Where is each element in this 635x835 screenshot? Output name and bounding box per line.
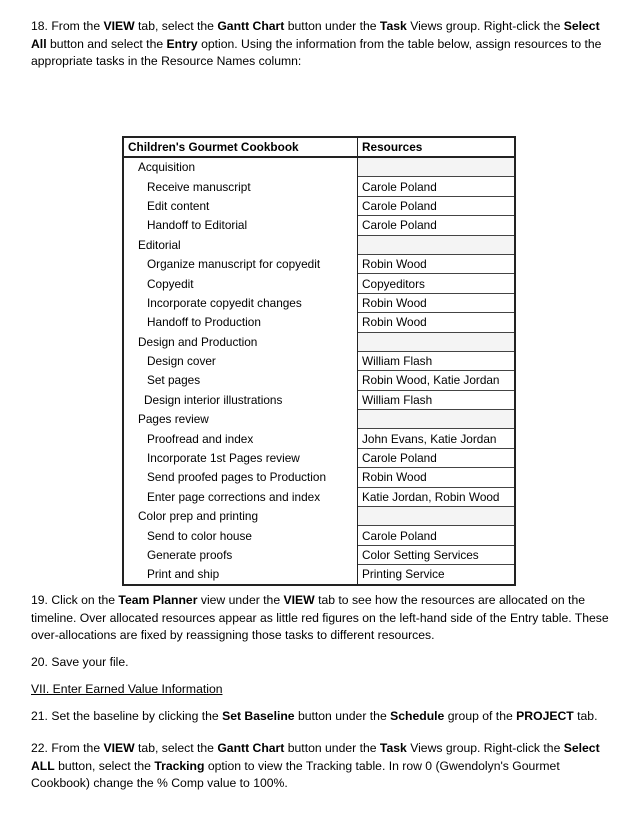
resource-cell [358, 507, 516, 526]
resource-cell: Printing Service [358, 565, 516, 585]
phase-row [123, 410, 515, 429]
task-row [123, 371, 515, 390]
resource-cell: Carole Poland [358, 448, 516, 467]
resource-cell: Robin Wood [358, 468, 516, 487]
task-name: Send proofed pages to Production [123, 468, 358, 487]
resource-cell: Robin Wood [358, 254, 516, 273]
phase-name: Color prep and printing [123, 507, 358, 526]
task-name: Receive manuscript [123, 177, 358, 196]
task-row [123, 487, 515, 506]
phase-row [123, 235, 515, 254]
step-19-instruction: 19. Click on the Team Planner view under the VIEW tab to see how the resources are allocated on the timeline. Over allocated resources appear as little red figures on the left-hand side of the Entry table. These over-allocations are fixed by reassigning those tasks to different resources. [31, 593, 609, 642]
phase-name: Design and Production [123, 332, 358, 351]
resource-cell: William Flash [358, 390, 516, 409]
phase-row [123, 157, 515, 177]
resource-cell: Robin Wood, Katie Jordan [358, 371, 516, 390]
resource-cell: Robin Wood [358, 293, 516, 312]
task-name: Handoff to Production [123, 313, 358, 332]
task-name: Enter page corrections and index [123, 487, 358, 506]
resource-assignment-table [122, 136, 516, 586]
resource-cell: Carole Poland [358, 196, 516, 215]
resource-cell [358, 157, 516, 177]
task-row [123, 196, 515, 215]
step-21-instruction: 21. Set the baseline by clicking the Set Baseline button under the Schedule group of the PROJECT tab. [31, 709, 598, 723]
task-row [123, 177, 515, 196]
resource-cell: Color Setting Services [358, 545, 516, 564]
task-name: Organize manuscript for copyedit [123, 254, 358, 273]
task-row [123, 390, 515, 409]
task-name: Print and ship [123, 565, 358, 585]
task-row [123, 313, 515, 332]
task-row [123, 216, 515, 235]
task-row [123, 429, 515, 448]
phase-row [123, 332, 515, 351]
header-task: Children's Gourmet Cookbook [123, 137, 358, 157]
task-row [123, 351, 515, 370]
resource-cell: William Flash [358, 351, 516, 370]
phase-name: Editorial [123, 235, 358, 254]
task-row [123, 274, 515, 293]
task-name: Set pages [123, 371, 358, 390]
task-name: Design cover [123, 351, 358, 370]
resource-cell [358, 332, 516, 351]
phase-row [123, 507, 515, 526]
resource-cell: Katie Jordan, Robin Wood [358, 487, 516, 506]
resource-cell [358, 410, 516, 429]
task-row [123, 468, 515, 487]
task-name: Proofread and index [123, 429, 358, 448]
step-22-instruction: 22. From the VIEW tab, select the Gantt Chart button under the Task Views group. Right-click the Select ALL button, select the Tracking option to view the Tracking table. In row 0 (Gwendolyn's Gourmet Cookbook) change the % Comp value to 100%. [31, 741, 600, 790]
section-heading: VII. Enter Earned Value Information [31, 682, 223, 696]
phase-name: Acquisition [123, 157, 358, 177]
table-header-row [123, 137, 515, 157]
resource-cell: Copyeditors [358, 274, 516, 293]
task-row [123, 448, 515, 467]
task-name: Generate proofs [123, 545, 358, 564]
task-name: Edit content [123, 196, 358, 215]
header-resources: Resources [358, 137, 516, 157]
step-18-instruction: 18. From the VIEW tab, select the Gantt Chart button under the Task Views group. Right-click the Select All button and select the Entry option. Using the information from the table below, assign resources to the appropriate tasks in the Resource Names column: [31, 19, 602, 68]
resource-cell: Carole Poland [358, 526, 516, 545]
task-row [123, 254, 515, 273]
resource-cell [358, 235, 516, 254]
phase-name: Pages review [123, 410, 358, 429]
task-row [123, 293, 515, 312]
resource-cell: Carole Poland [358, 216, 516, 235]
task-name: Incorporate copyedit changes [123, 293, 358, 312]
task-name: Incorporate 1st Pages review [123, 448, 358, 467]
task-name: Handoff to Editorial [123, 216, 358, 235]
task-name: Send to color house [123, 526, 358, 545]
resource-cell: Robin Wood [358, 313, 516, 332]
task-row [123, 526, 515, 545]
task-name: Design interior illustrations [123, 390, 358, 409]
resource-cell: John Evans, Katie Jordan [358, 429, 516, 448]
task-row [123, 565, 515, 585]
task-row [123, 545, 515, 564]
task-name: Copyedit [123, 274, 358, 293]
resource-cell: Carole Poland [358, 177, 516, 196]
step-20-instruction: 20. Save your file. [31, 655, 129, 669]
